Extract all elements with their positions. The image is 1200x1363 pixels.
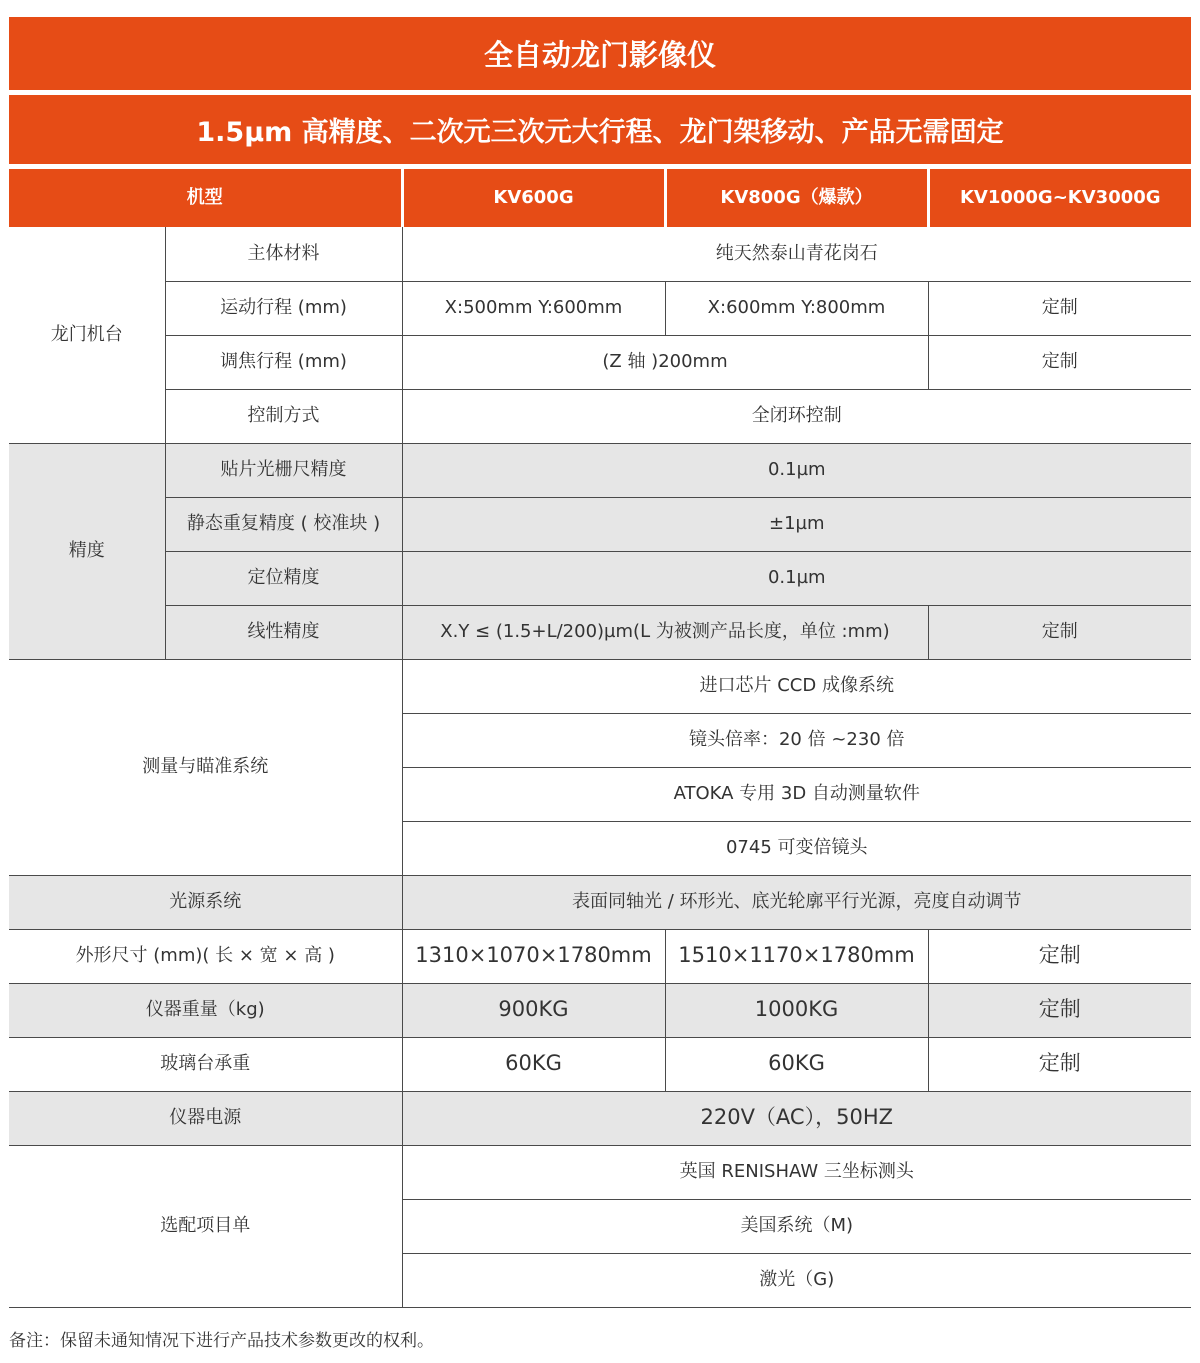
list-item: 镜头倍率：20 倍 ~230 倍: [402, 713, 1191, 767]
table-row: [9, 281, 1191, 335]
row-label: 运动行程 (mm): [165, 281, 402, 335]
cell-kv1000: 定制: [928, 605, 1191, 659]
cell-kv1000: 定制: [928, 929, 1191, 983]
table-row: [9, 605, 1191, 659]
list-item: 激光（G): [402, 1253, 1191, 1307]
cell-kv1000: 定制: [928, 281, 1191, 335]
table-row: [9, 335, 1191, 389]
group-measure: 测量与瞄准系统: [9, 659, 402, 875]
list-item: 0745 可变倍镜头: [402, 821, 1191, 875]
table-row: [9, 983, 1191, 1037]
cell-value: X.Y ≤ (1.5+L/200)µm(L 为被测产品长度，单位 :mm): [402, 605, 928, 659]
table-row: [9, 389, 1191, 443]
cell-value: (Z 轴 )200mm: [402, 335, 928, 389]
row-label: 光源系统: [9, 875, 402, 929]
row-label: 线性精度: [165, 605, 402, 659]
list-item: 进口芯片 CCD 成像系统: [402, 659, 1191, 713]
row-label: 玻璃台承重: [9, 1037, 402, 1091]
cell-kv800: 1510×1170×1780mm: [665, 929, 928, 983]
cell-kv800: 1000KG: [665, 983, 928, 1037]
row-label: 控制方式: [165, 389, 402, 443]
page-title: [9, 17, 1191, 90]
cell-kv600: X:500mm Y:600mm: [402, 281, 665, 335]
row-label: 外形尺寸 (mm)( 长 × 宽 × 高 ): [9, 929, 402, 983]
table-row: [9, 551, 1191, 605]
cell-kv600: 1310×1070×1780mm: [402, 929, 665, 983]
list-item: 美国系统（M): [402, 1199, 1191, 1253]
list-item: ATOKA 专用 3D 自动测量软件: [402, 767, 1191, 821]
title-text: 全自动龙门影像仪: [483, 38, 716, 72]
table-row: [9, 227, 1191, 281]
header-kv1000: KV1000G~KV3000G: [928, 169, 1191, 227]
spec-table: [9, 169, 1191, 1308]
table-row: [9, 1091, 1191, 1145]
table-row: [9, 497, 1191, 551]
cell-kv1000: 定制: [928, 335, 1191, 389]
page-subtitle: [9, 95, 1191, 164]
cell-value: ±1µm: [402, 497, 1191, 551]
row-label: 贴片光栅尺精度: [165, 443, 402, 497]
cell-value: 全闭环控制: [402, 389, 1191, 443]
header-model-label: 机型: [9, 169, 402, 227]
cell-kv800: X:600mm Y:800mm: [665, 281, 928, 335]
table-row: [9, 659, 1191, 713]
table-row: [9, 929, 1191, 983]
cell-kv600: 60KG: [402, 1037, 665, 1091]
cell-value: 220V（AC），50HZ: [402, 1091, 1191, 1145]
cell-value: 0.1µm: [402, 551, 1191, 605]
cell-value: 纯天然泰山青花岗石: [402, 227, 1191, 281]
list-item: 英国 RENISHAW 三坐标测头: [402, 1145, 1191, 1199]
cell-value: 表面同轴光 / 环形光、底光轮廓平行光源，亮度自动调节: [402, 875, 1191, 929]
row-label: 调焦行程 (mm): [165, 335, 402, 389]
cell-value: 0.1µm: [402, 443, 1191, 497]
footnote: 备注：保留未通知情况下进行产品技术参数更改的权利。: [9, 1331, 434, 1351]
row-label: 主体材料: [165, 227, 402, 281]
group-gantry: 龙门机台: [9, 227, 165, 443]
subtitle-text: 1.5µm 高精度、二次元三次元大行程、龙门架移动、产品无需固定: [196, 117, 1004, 148]
header-kv600: KV600G: [402, 169, 665, 227]
table-row: [9, 875, 1191, 929]
row-label: 仪器重量（kg): [9, 983, 402, 1037]
row-label: 静态重复精度 ( 校准块 ): [165, 497, 402, 551]
cell-kv600: 900KG: [402, 983, 665, 1037]
row-label: 仪器电源: [9, 1091, 402, 1145]
group-precision: 精度: [9, 443, 165, 659]
cell-kv800: 60KG: [665, 1037, 928, 1091]
table-row: [9, 1037, 1191, 1091]
cell-kv1000: 定制: [928, 983, 1191, 1037]
group-options: 选配项目单: [9, 1145, 402, 1307]
cell-kv1000: 定制: [928, 1037, 1191, 1091]
row-label: 定位精度: [165, 551, 402, 605]
header-kv800: KV800G（爆款）: [665, 169, 928, 227]
table-row: [9, 1145, 1191, 1199]
table-row: [9, 443, 1191, 497]
header-row: [9, 169, 1191, 227]
